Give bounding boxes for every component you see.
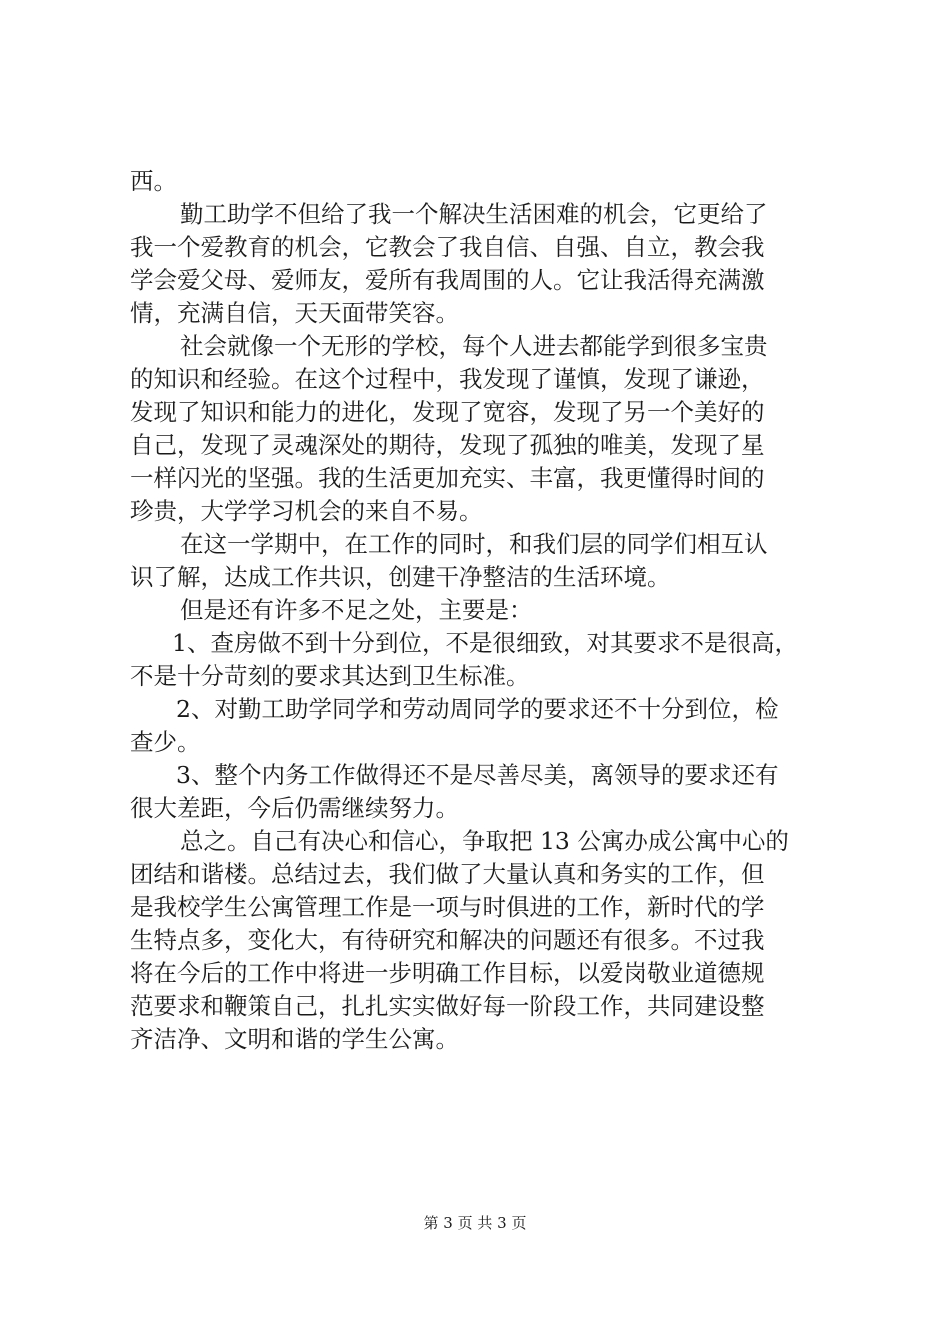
document-body <box>130 165 830 1056</box>
text-line: 识了解，达成工作共识，创建干净整洁的生活环境。 <box>130 563 671 591</box>
text-line: 2、对勤工助学同学和劳动周同学的要求还不十分到位，检 <box>176 695 779 723</box>
text-line: 很大差距，今后仍需继续努力。 <box>130 794 459 822</box>
text-line: 查少。 <box>130 728 201 756</box>
text-line: 在这一学期中，在工作的同时，和我们层的同学们相互认 <box>180 530 768 558</box>
text-line: 不是十分苛刻的要求其达到卫生标准。 <box>130 662 530 690</box>
text-line: 西。 <box>130 167 177 195</box>
text-line: 3、整个内务工作做得还不是尽善尽美，离领导的要求还有 <box>176 761 779 789</box>
text-line: 社会就像一个无形的学校，每个人进去都能学到很多宝贵 <box>180 332 768 360</box>
text-line: 自己，发现了灵魂深处的期待，发现了孤独的唯美，发现了星 <box>130 431 765 459</box>
text-line: 范要求和鞭策自己，扎扎实实做好每一阶段工作，共同建设整 <box>130 992 765 1020</box>
text-line: 发现了知识和能力的进化，发现了宽容，发现了另一个美好的 <box>130 398 765 426</box>
text-line: 生特点多，变化大，有待研究和解决的问题还有很多。不过我 <box>130 926 765 954</box>
text-line: 珍贵，大学学习机会的来自不易。 <box>130 497 483 525</box>
text-line: 一样闪光的坚强。我的生活更加充实、丰富，我更懂得时间的 <box>130 464 765 492</box>
text-line: 但是还有许多不足之处，主要是： <box>180 596 533 624</box>
text-line: 1、查房做不到十分到位，不是很细致，对其要求不是很高， <box>172 629 798 657</box>
text-line: 我一个爱教育的机会，它教会了我自信、自强、自立，教会我 <box>130 233 765 261</box>
text-line: 总之。自己有决心和信心，争取把 13 公寓办成公寓中心的 <box>180 827 789 855</box>
text-line: 齐洁净、文明和谐的学生公寓。 <box>130 1025 459 1053</box>
text-line: 将在今后的工作中将进一步明确工作目标，以爱岗敬业道德规 <box>130 959 765 987</box>
text-line: 是我校学生公寓管理工作是一项与时俱进的工作，新时代的学 <box>130 893 765 921</box>
page-footer: 第 3 页 共 3 页 <box>423 1214 527 1232</box>
text-line: 学会爱父母、爱师友，爱所有我周围的人。它让我活得充满激 <box>130 266 765 294</box>
text-line: 情，充满自信，天天面带笑容。 <box>130 299 459 327</box>
text-line: 的知识和经验。在这个过程中，我发现了谨慎，发现了谦逊， <box>130 365 765 393</box>
text-line: 勤工助学不但给了我一个解决生活困难的机会，它更给了 <box>180 200 768 228</box>
text-line: 团结和谐楼。总结过去，我们做了大量认真和务实的工作，但 <box>130 860 765 888</box>
